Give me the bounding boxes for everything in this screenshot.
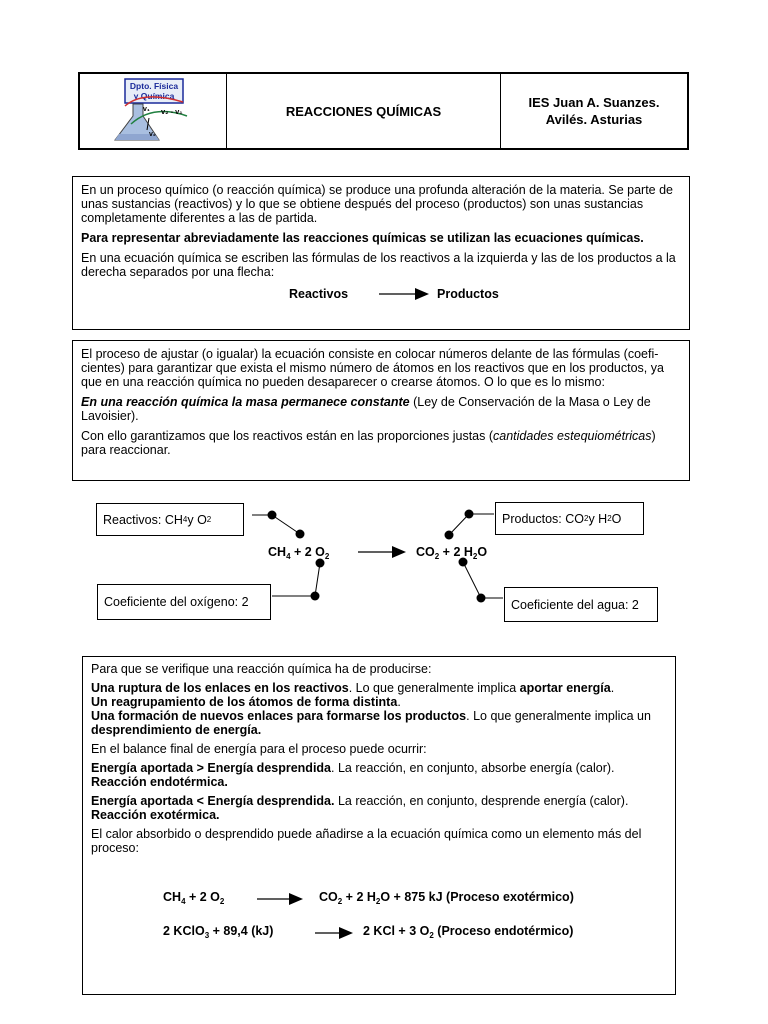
stoichiometry-paragraph: Con ello garantizamos que los reactivos están en las proporciones justas (cantidades estequiométricas) para reaccionar. bbox=[81, 429, 656, 457]
bond-formation: Una formación de nuevos enlaces para formarse los productos. Lo que generalmente implica un desprendimiento de energía. bbox=[91, 709, 651, 737]
atom-regrouping: Un reagrupamiento de los átomos de forma distinta. bbox=[91, 695, 401, 709]
equations-definition: Para representar abreviadamente las reacciones químicas se utilizan las ecuaciones químicas. bbox=[81, 231, 644, 245]
logo-cell bbox=[80, 74, 227, 148]
school-name: IES Juan A. Suanzes. bbox=[528, 95, 660, 110]
logo-formula: v₂ - v₁ bbox=[161, 107, 183, 116]
bond-breaking: Una ruptura de los enlaces en los reactivos. Lo que generalmente implica aportar energía. bbox=[91, 681, 615, 695]
reactants-products-line bbox=[81, 285, 681, 305]
endothermic-equation-right: 2 KCl + 3 $O_2$ (Proceso endotérmico) bbox=[363, 924, 574, 940]
oxygen-coefficient-callout: Coeficiente del oxígeno: 2 bbox=[97, 584, 271, 620]
exothermic-arrow-icon bbox=[257, 892, 305, 906]
exothermic-definition: Energía aportada < Energía desprendida. La reacción, en conjunto, desprende energía (calor). Reacción exotérmica. bbox=[91, 794, 629, 822]
diagram-equation-left: $CH_4 + 2$ $O_2$ bbox=[268, 545, 330, 561]
energy-balance: En el balance final de energía para el proceso puede ocurrir: bbox=[91, 742, 427, 756]
header-table bbox=[78, 72, 689, 150]
products-callout: Productos: CO 2 y H 2 O bbox=[495, 502, 644, 535]
intro-box bbox=[72, 176, 690, 330]
heat-description: El calor absorbido o desprendido puede añadirse a la ecuación química como un elemento más del proceso: bbox=[91, 827, 642, 855]
energy-intro: Para que se verifique una reacción química ha de producirse: bbox=[91, 662, 432, 676]
water-coefficient-callout: Coeficiente del agua: 2 bbox=[504, 587, 658, 622]
exothermic-equation-right: $CO_2 + 2$ $H_2O + 875$ kJ (Proceso exotérmico) bbox=[319, 890, 574, 906]
logo-line1: Dpto. Física bbox=[129, 81, 179, 91]
exothermic-equation-left: $CH_4 + 2$ $O_2$ bbox=[163, 890, 225, 906]
products-label: Productos bbox=[437, 287, 499, 301]
endothermic-definition: Energía aportada > Energía desprendida. La reacción, en conjunto, absorbe energía (calor). Reacción endotérmica. bbox=[91, 761, 615, 789]
school-location: Avilés. Asturias bbox=[545, 112, 643, 127]
logo-v2: v₂ bbox=[149, 131, 157, 138]
school-info bbox=[501, 74, 687, 148]
adjust-box bbox=[72, 340, 690, 481]
arrow-icon bbox=[379, 287, 431, 301]
energy-box bbox=[82, 656, 676, 995]
logo-line2: y Química bbox=[133, 91, 175, 101]
adjust-paragraph: El proceso de ajustar (o igualar) la ecuación consiste en colocar números delante de las fórmulas (coefi-cientes) para garantizar que exista el mismo número de átomos en los reactivos que en los productos, ya que en una reacción química no pueden desaparecer o crearse átomos. O lo que es lo mismo: bbox=[81, 347, 664, 389]
mass-conservation-law: En una reacción química la masa permanece constante (Ley de Conservación de la Masa o Ley de Lavoisier). bbox=[81, 395, 651, 423]
reactants-callout: Reactivos: CH 4 y O 2 bbox=[96, 503, 244, 536]
endothermic-equation-left: 2 KClO$_3$ + 89,4 (kJ) bbox=[163, 924, 274, 940]
endothermic-arrow-icon bbox=[315, 926, 355, 940]
reactants-label: Reactivos bbox=[289, 287, 349, 301]
department-logo bbox=[103, 76, 203, 146]
intro-paragraph: En un proceso químico (o reacción química) se produce una profunda alteración de la materia. Se parte de unas sustancias (reactivos) y lo que se obtiene después del proceso (productos) son unas sustancias completamente diferentes a las de partida. bbox=[81, 183, 674, 225]
diagram-equation-right: $CO_2 + 2$ $H_2O$ bbox=[416, 545, 488, 561]
equations-block bbox=[91, 860, 667, 940]
document-title: REACCIONES QUÍMICAS bbox=[227, 74, 501, 148]
logo-v1: v₁ bbox=[143, 106, 150, 113]
equation-description: En una ecuación química se escriben las fórmulas de los reactivos a la izquierda y las de los productos a la derecha separados por una flecha: bbox=[81, 251, 676, 279]
